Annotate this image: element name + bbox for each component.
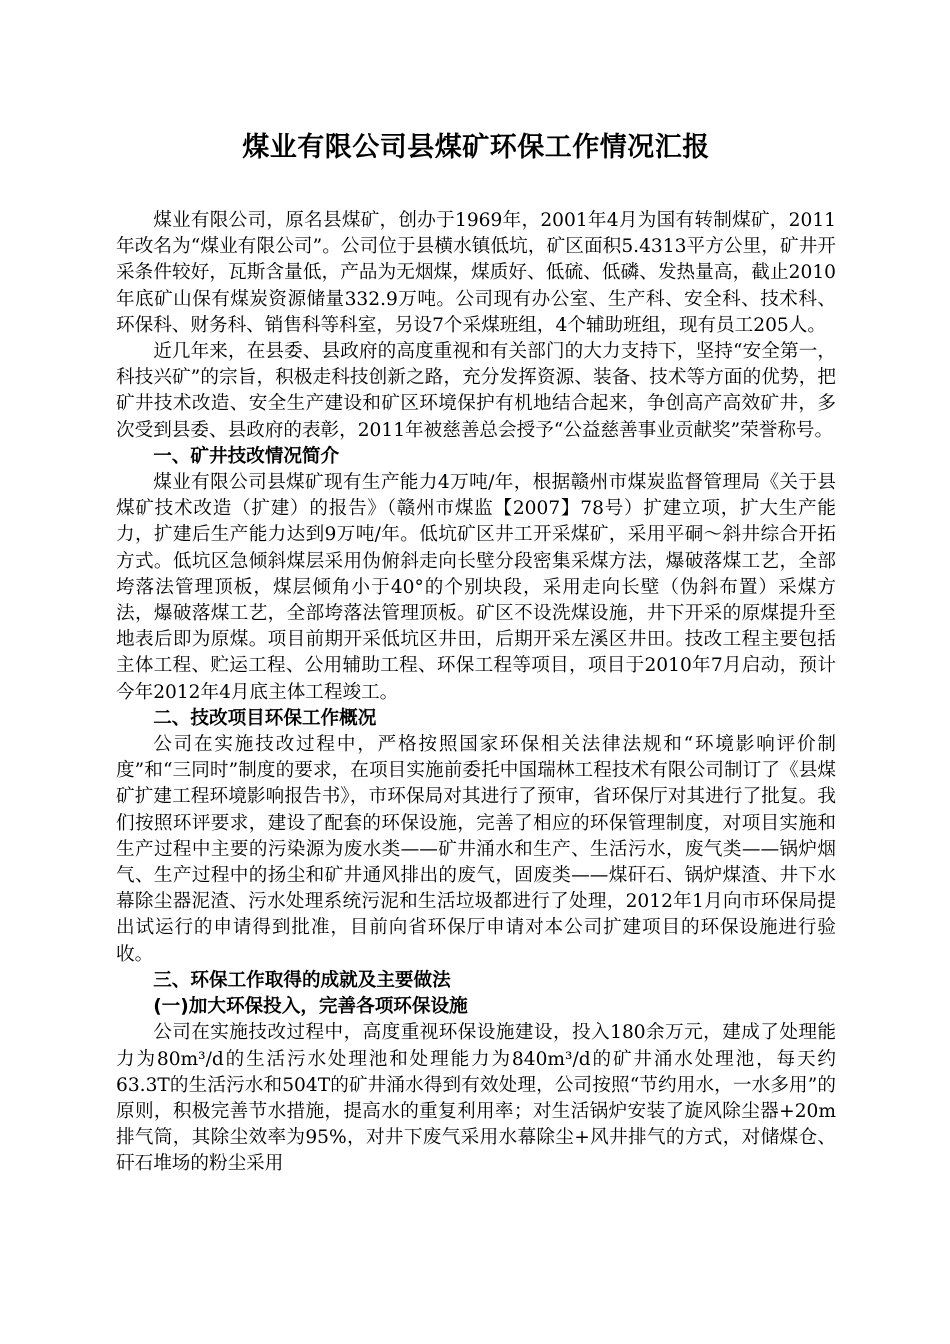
- section-heading-2: 二、技改项目环保工作概况: [153, 707, 377, 729]
- paragraph-environmental-investment: 公司在实施技改过程中，高度重视环保设施建设，投入180余万元，建成了处理能力为80m³/d的生活污水处理池和处理能力为840m³/d的矿井涌水处理池，每天约63.3T的生活污水和504T的矿井涌水得到有效处理，公司按照“节约用水，一水多用”的原则，积极完善节水措施，提高水的重复利用率；对生活锅炉安装了旋风除尘器+20m排气筒，其除尘效率为95%，对井下废气采用水幕除尘+风井排气的方式，对储煤仓、矸石堆场的粉尘采用: [116, 1022, 836, 1175]
- section-heading-1: 一、矿井技改情况简介: [153, 445, 340, 467]
- document-page: [116, 128, 836, 1178]
- paragraph-company-intro: 煤业有限公司，原名县煤矿，创办于1969年，2001年4月为国有转制煤矿，2011年改名为“煤业有限公司”。公司位于县横水镇低坑，矿区面积5.4313平方公里，矿井开采条件较好，瓦斯含量低，产品为无烟煤，煤质好、低硫、低磷、发热量高，截止2010年底矿山保有煤炭资源储量332.9万吨。公司现有办公室、生产科、安全科、技术科、环保科、财务科、销售科等科室，另设7个采煤班组，4个辅助班组，现有员工205人。: [116, 210, 836, 336]
- document-title: 煤业有限公司县煤矿环保工作情况汇报: [242, 132, 710, 163]
- paragraph-technical-renovation: 煤业有限公司县煤矿现有生产能力4万吨/年，根据赣州市煤炭监督管理局《关于县煤矿技术改造（扩建）的报告》（赣州市煤监【2007】78号）扩建立项，扩大生产能力，扩建后生产能力达到9万吨/年。低坑矿区井工开采煤矿，采用平硐～斜井综合开拓方式。低坑区急倾斜煤层采用伪俯斜走向长壁分段密集采煤方法，爆破落煤工艺，全部垮落法管理顶板，煤层倾角小于40°的个别块段，采用走向长壁（伪斜布置）采煤方法，爆破落煤工艺，全部垮落法管理顶板。矿区不设洗煤设施，井下开采的原煤提升至地表后即为原煤。项目前期开采低坑区井田，后期开采左溪区井田。技改工程主要包括主体工程、贮运工程、公用辅助工程、环保工程等项目，项目于2010年7月启动，预计今年2012年4月底主体工程竣工。: [116, 472, 836, 703]
- section-heading-3: 三、环保工作取得的成就及主要做法: [153, 969, 451, 991]
- paragraph-recent-years: 近几年来，在县委、县政府的高度重视和有关部门的大力支持下，坚持“安全第一，科技兴矿”的宗旨，积极走科技创新之路，充分发挥资源、装备、技术等方面的优势，把矿井技术改造、安全生产建设和矿区环境保护有机地结合起来，争创高产高效矿井，多次受到县委、县政府的表彰，2011年被慈善总会授予“公益慈善事业贡献奖”荣誉称号。: [116, 341, 836, 441]
- paragraph-environmental-overview: 公司在实施技改过程中，严格按照国家环保相关法律法规和“环境影响评价制度”和“三同时”制度的要求，在项目实施前委托中国瑞林工程技术有限公司制订了《县煤矿扩建工程环境影响报告书》，市环保局对其进行了预审，省环保厅对其进行了批复。我们按照环评要求，建设了配套的环保设施，完善了相应的环保管理制度，对项目实施和生产过程中主要的污染源为废水类——矿井涌水和生产、生活污水，废气类——锅炉烟气、生产过程中的扬尘和矿井通风排出的废气，固废类——煤矸石、锅炉煤渣、井下水幕除尘器泥渣、污水处理系统污泥和生活垃圾都进行了处理，2012年1月向市环保局提出试运行的申请得到批准，目前向省环保厅申请对本公司扩建项目的环保设施进行验收。: [116, 734, 836, 965]
- subsection-heading-1: (一)加大环保投入，完善各项环保设施: [153, 996, 468, 1018]
